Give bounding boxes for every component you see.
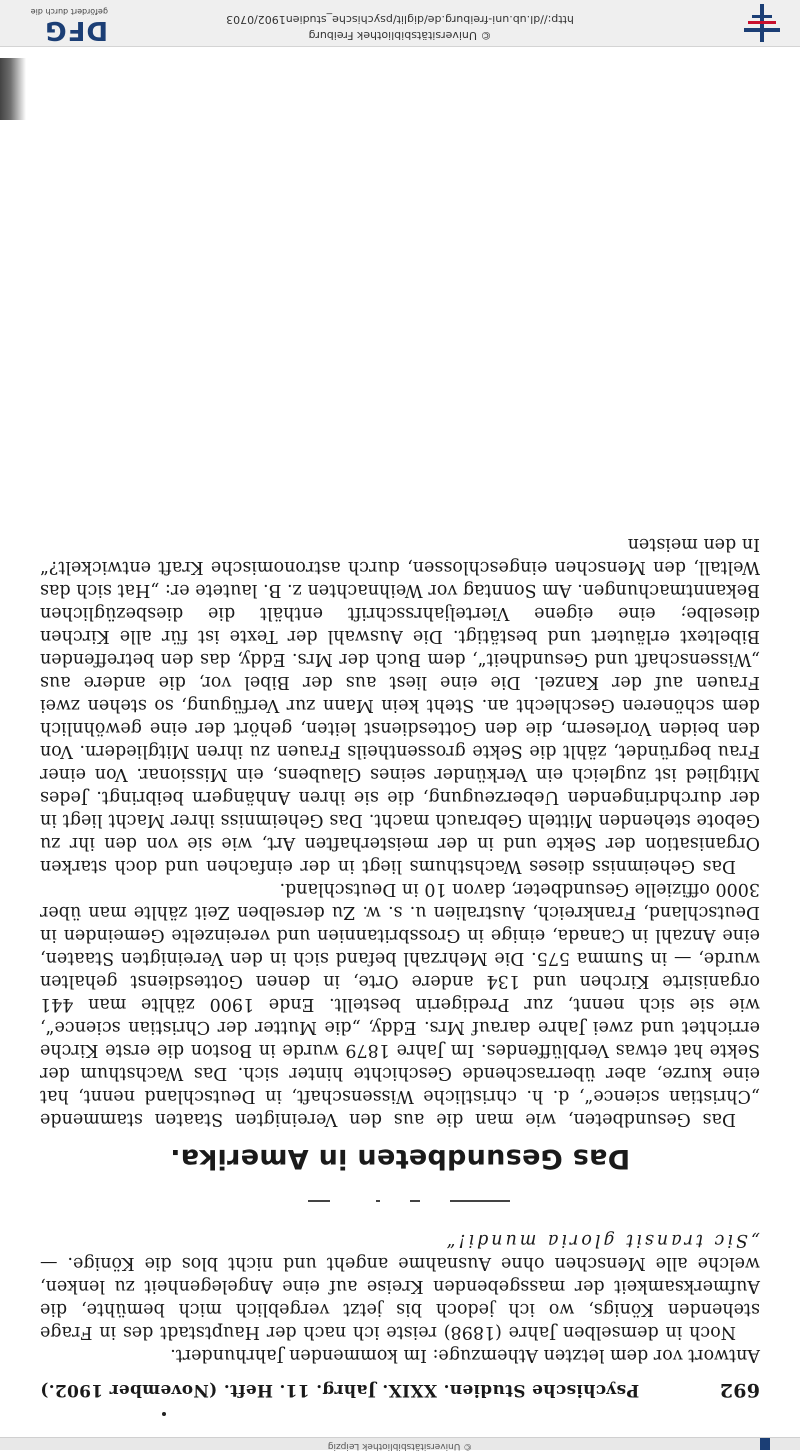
article-paragraph: Das Geheimniss dieses Wachsthums liegt in der einfachen und doch starken Organisation der Sekte und in der meisterhaften Art, wie sie von den ihr zu Gebote stehenden Mitteln Gebrauch macht. Das Geheimniss ihrer Macht liegt in der durchdringenden Ueberzeugung, die sie ihren Anhängern beibringt. Jedes Mitglied ist zugleich ein Verkünder seines Glaubens, ein Missionar. Von einer Frau begründet, zählt die Sekte grossentheils Frauen zu ihren Mitgliedern. Von den beiden Vorlesern, die den Gottesdienst leiten, gehört der eine gewöhnlich dem schöneren Geschlecht an. Steht kein Mann zur Verfügung, so stehen zwei Frauen auf der Kanzel. Die eine liest aus der Bibel vor, die andere aus „Wissenschaft und Gesundheit“, dem Buch der Mrs. Eddy, das den betreffenden Bibeltext erläutert und bestätigt. Die Auswahl der Texte ist für alle Kirchen dieselbe; eine eigene Vierteljahrsschrift enthält die diesbezüglichen Bekanntmachungen. Am Sonntag vor Weihnachten z. B. lautete er: „Hat sich das Weltall, den Menschen eingeschlossen, durch astronomische Kraft entwickelt?“ In den meisten <box>40 534 760 876</box>
paragraph-text: Noch in demselben Jahre (1898) reiste ich nach der Hauptstadt des in Frage stehenden Königs, wo ich jedoch bis jetzt vergeblich mich bemühte, die Aufmerksamkeit der massgebenden Kreise auf eine Angelegenheit zu lenken, welche alle Menschen ohne Ausnahme angeht und nicht blos die Könige. — <box>40 1253 760 1342</box>
footer-credit: © Universitätsbibliothek Leipzig <box>327 1441 473 1451</box>
scan-edge-shadow <box>0 58 26 120</box>
university-library-logo-icon[interactable] <box>742 4 782 42</box>
source-url-link[interactable]: http://dl.ub.uni-freiburg.de/diglit/psychische_studien1902/0703 <box>226 13 574 26</box>
journal-header: Psychische Studien. XXIX. Jahrg. 11. Heft. (November 1902.) <box>40 1380 640 1400</box>
paragraph: Antwort vor dem letzten Athemzuge: Im kommenden Jahrhundert. <box>170 1345 760 1365</box>
scan-speck <box>162 1412 166 1416</box>
running-head <box>40 1378 760 1401</box>
page-content-rotated <box>40 96 760 1401</box>
library-credit: © Universitätsbibliothek Freiburg <box>308 29 492 42</box>
dfg-logo[interactable] <box>8 4 108 44</box>
bottom-banner <box>0 1437 800 1450</box>
paragraph <box>40 1228 760 1343</box>
dfg-logo-subtext: gefördert durch die <box>30 7 108 16</box>
page-number: 692 <box>719 1379 760 1401</box>
top-banner <box>0 0 800 47</box>
article-title: Das Gesundbeten in Amerika. <box>169 1143 631 1174</box>
scanned-page <box>40 96 760 1401</box>
article-paragraph: Das Gesundbeten, wie man die aus den Vereinigten Staaten stammende „Christian science“, d. h. christliche Wissenschaft, in Deutschland nennt, hat eine kurze, aber überraschende Geschichte hinter sich. Das Wachsthum der Sekte hat etwas Verblüffendes. Im Jahre 1879 wurde in Boston die erste Kirche errichtet und zwei Jahre darauf Mrs. Eddy, „die Mutter der Christian science“, wie sie sich nennt, zur Predigerin bestellt. Ende 1900 zählte man 441 organisirte Kirchen und 134 andere Orte, in denen Gottesdienst gehalten wurde, — in Summa 575. Die Mehrzahl befand sich in den Vereinigten Staaten, eine Anzahl in Canada, einige in Grossbritannien und vereinzelte Gemeinden in Deutschland, Frankreich, Australien u. s. w. Zu derselben Zeit zählte man über 3000 offizielle Gesundbeter, davon 10 in Deutschland. <box>40 879 760 1129</box>
footer-logo-icon <box>760 1438 770 1450</box>
latin-quote: „Sic transit gloria mundi!“ <box>443 1230 760 1250</box>
dfg-logo-text: DFG <box>44 15 108 45</box>
section-divider <box>270 1192 530 1210</box>
